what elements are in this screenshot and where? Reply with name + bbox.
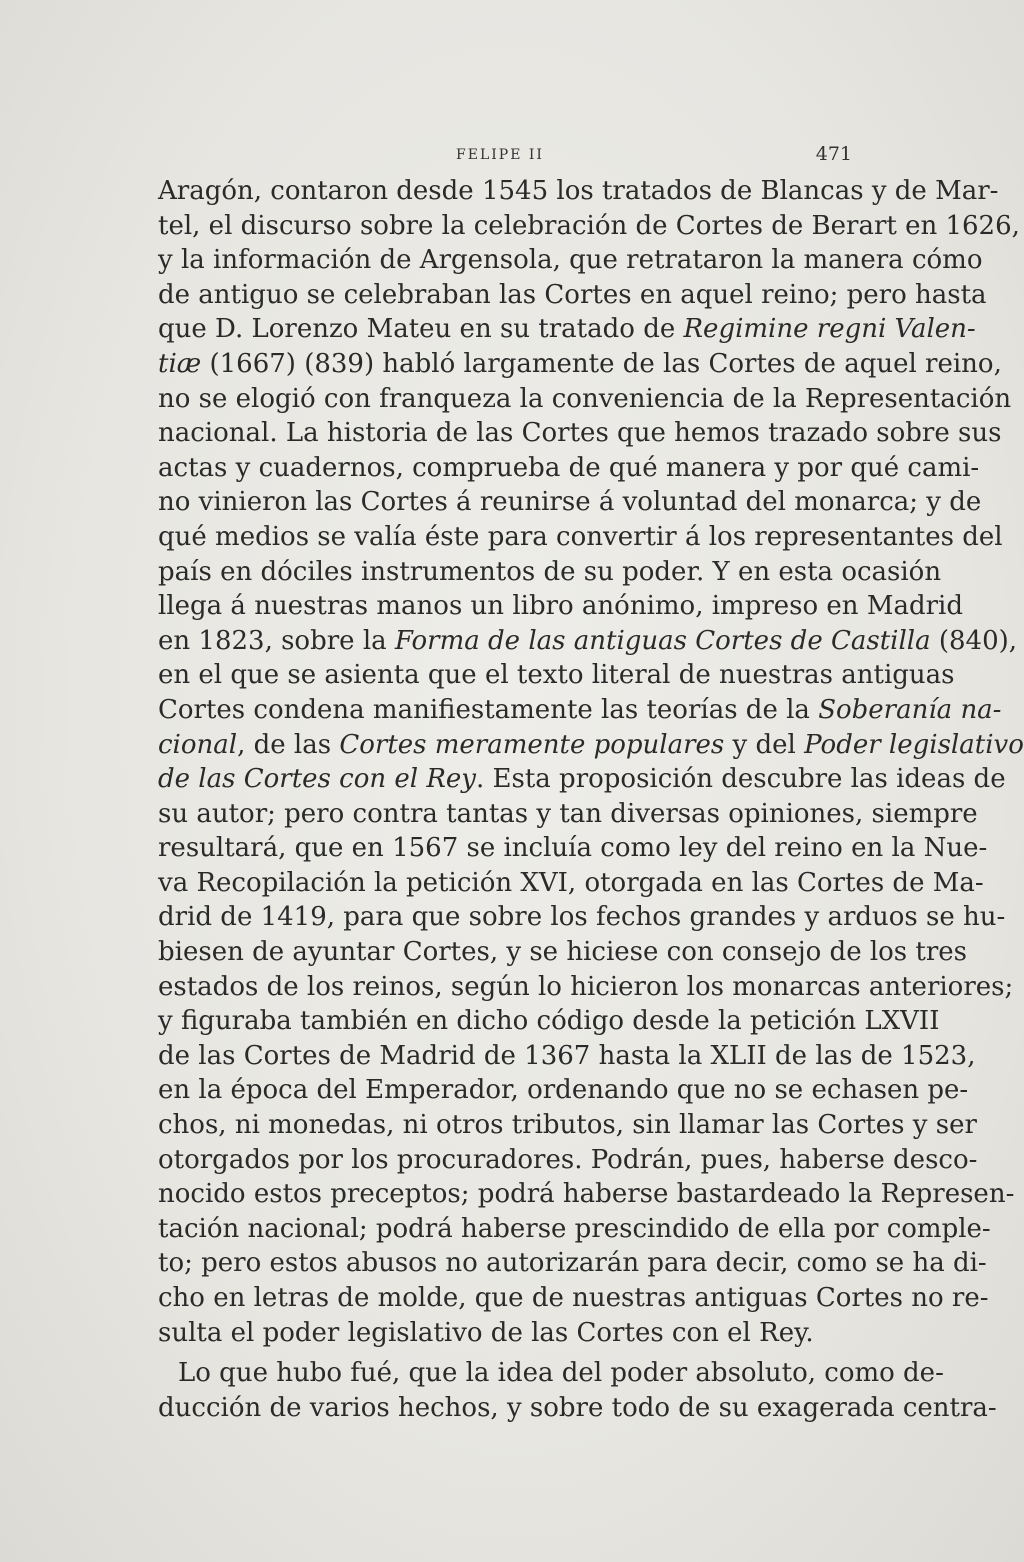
text-line: que D. Lorenzo Mateu en su tratado de Regimine regni Valen- — [158, 314, 976, 345]
text-line: actas y cuadernos, comprueba de qué manera y por qué cami- — [158, 452, 980, 483]
text-line: no vinieron las Cortes á reunirse á voluntad del monarca; y de — [158, 487, 982, 518]
running-head — [160, 143, 852, 173]
paragraph-2 — [158, 1356, 997, 1425]
text-line: to; pero estos abusos no autorizarán para decir, como se ha di- — [158, 1248, 987, 1279]
text-line: va Recopilación la petición XVI, otorgada en las Cortes de Ma- — [158, 867, 984, 898]
text-line: tiæ (1667) (839) habló largamente de las Cortes de aquel reino, — [158, 348, 1002, 379]
text-line: no se elogió con franqueza la conveniencia de la Representación — [158, 383, 1012, 414]
text-line: nocido estos preceptos; podrá haberse bastardeado la Represen- — [158, 1179, 1015, 1210]
text-line: país en dóciles instrumentos de su poder. Y en esta ocasión — [158, 556, 942, 587]
text-line: biesen de ayuntar Cortes, y se hiciese con consejo de los tres — [158, 937, 968, 968]
text-line: resultará, que en 1567 se incluía como ley del reino en la Nue- — [158, 833, 988, 864]
text-line: llega á nuestras manos un libro anónimo, impreso en Madrid — [158, 591, 963, 622]
text-line: sulta el poder legislativo de las Cortes con el Rey. — [158, 1317, 814, 1348]
text-line: Lo que hubo fué, que la idea del poder absoluto, como de- — [178, 1358, 944, 1389]
text-line: qué medios se valía éste para convertir á los representantes del — [158, 521, 1003, 552]
text-line: Cortes condena manifiestamente las teorías de la Soberanía na- — [158, 694, 1002, 725]
text-line: chos, ni monedas, ni otros tributos, sin llamar las Cortes y ser — [158, 1110, 977, 1141]
text-line: cional, de las Cortes meramente populares y del Poder legislativo — [158, 729, 1024, 760]
text-line: drid de 1419, para que sobre los fechos grandes y arduos se hu- — [158, 902, 1006, 933]
paragraph-1 — [158, 174, 1024, 1350]
chapter-title: FELIPE II — [456, 147, 544, 163]
text-line: en el que se asienta que el texto literal de nuestras antiguas — [158, 660, 955, 691]
text-line: tel, el discurso sobre la celebración de Cortes de Berart en 1626, — [158, 210, 1020, 241]
text-line: ducción de varios hechos, y sobre todo de su exagerada centra- — [158, 1392, 997, 1423]
text-line: tación nacional; podrá haberse prescindido de ella por comple- — [158, 1213, 991, 1244]
text-line: Aragón, contaron desde 1545 los tratados de Blancas y de Mar- — [158, 176, 999, 206]
text-line: en 1823, sobre la Forma de las antiguas Cortes de Castilla (840), — [158, 625, 1018, 656]
body-text — [158, 174, 1024, 1425]
text-line: nacional. La historia de las Cortes que hemos trazado sobre sus — [158, 418, 1002, 449]
text-line: otorgados por los procuradores. Podrán, pues, haberse desco- — [158, 1144, 978, 1175]
text-line: y figuraba también en dicho código desde la petición LXVII — [158, 1006, 940, 1037]
text-line: de las Cortes con el Rey. Esta proposición descubre las ideas de — [158, 764, 1006, 795]
page-number: 471 — [815, 143, 852, 165]
text-line: estados de los reinos, según lo hicieron los monarcas anteriores; — [158, 971, 1014, 1002]
text-line: cho en letras de molde, que de nuestras antiguas Cortes no re- — [158, 1283, 989, 1313]
text-line: en la época del Emperador, ordenando que no se echasen pe- — [158, 1075, 969, 1106]
text-line: y la información de Argensola, que retrataron la manera cómo — [158, 245, 983, 276]
text-line: su autor; pero contra tantas y tan diversas opiniones, siempre — [158, 798, 978, 829]
text-line: de las Cortes de Madrid de 1367 hasta la XLII de las de 1523, — [158, 1040, 976, 1071]
text-line: de antiguo se celebraban las Cortes en aquel reino; pero hasta — [158, 279, 987, 310]
